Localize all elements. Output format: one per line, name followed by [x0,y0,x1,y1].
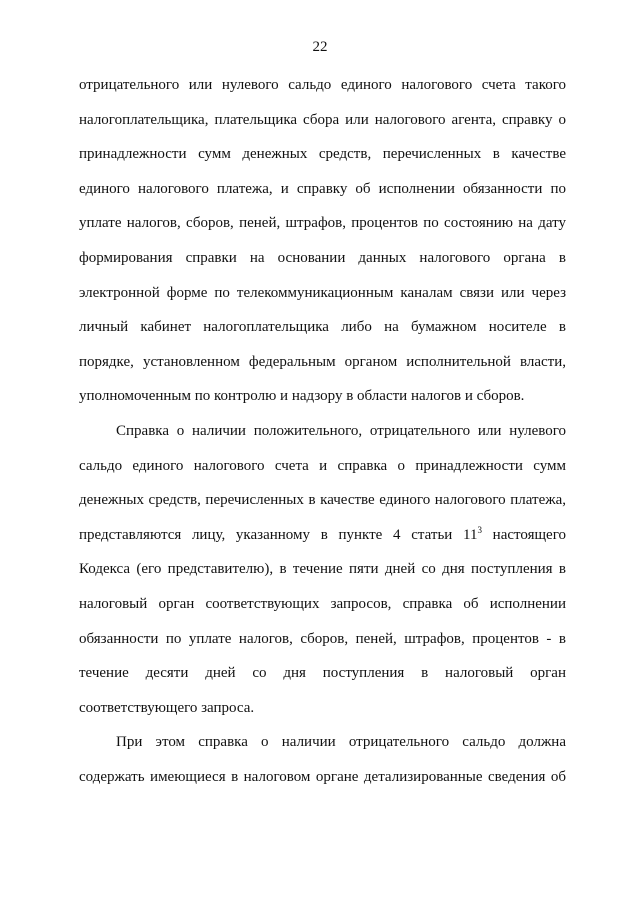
paragraph-3 [79,732,566,801]
text-line: Кодекса (его представителю), в течение пяти дней со дня поступления в [79,561,566,578]
document-body [79,75,566,801]
text-line: порядке, установленном федеральным органом исполнительной власти, [79,353,566,370]
text-line: соответствующего запроса. [79,699,255,716]
text-line: электронной форме по телекоммуникационным каналам связи или через [79,284,566,301]
text-line: уплате налогов, сборов, пеней, штрафов, процентов по состоянию на дату [79,215,566,232]
text-line: налоговый орган соответствующих запросов, справка об исполнении [79,595,566,612]
text-line: Справка о наличии положительного, отрицательного или нулевого [116,422,566,439]
text-line: формирования справки на основании данных налогового органа в [79,249,566,266]
text-line: обязанности по уплате налогов, сборов, пеней, штрафов, процентов - в [79,630,566,647]
superscript: 3 [477,524,482,535]
text-line: отрицательного или нулевого сальдо единого налогового счета такого [79,77,566,93]
text-line: личный кабинет налогоплательщика либо на бумажном носителе в [79,319,566,336]
text-line: принадлежности сумм денежных средств, перечисленных в качестве [79,146,566,163]
text-line: сальдо единого налогового счета и справка о принадлежности сумм [79,457,566,474]
text-line: течение десяти дней со дня поступления в налоговый орган [79,665,566,682]
text-line: При этом справка о наличии отрицательного сальдо должна [116,734,566,751]
text-line: содержать имеющиеся в налоговом органе детализированные сведения об [79,768,566,785]
paragraph-2 [79,421,566,732]
text-line: денежных средств, перечисленных в качестве единого налогового платежа, [79,492,566,509]
text-line-with-superscript [79,525,566,560]
page-number: 22 [312,39,328,55]
paragraph-1 [79,75,566,421]
text-segment: настоящего [481,526,566,543]
text-line: единого налогового платежа, и справку об исполнении обязанности по [79,180,566,197]
text-segment: представляются лицу, указанному в пункте 4 статьи 11 [79,526,478,543]
text-line: налогоплательщика, плательщика сбора или налогового агента, справку о [79,111,566,128]
text-line: уполномоченным по контролю и надзору в области налогов и сборов. [79,388,525,405]
